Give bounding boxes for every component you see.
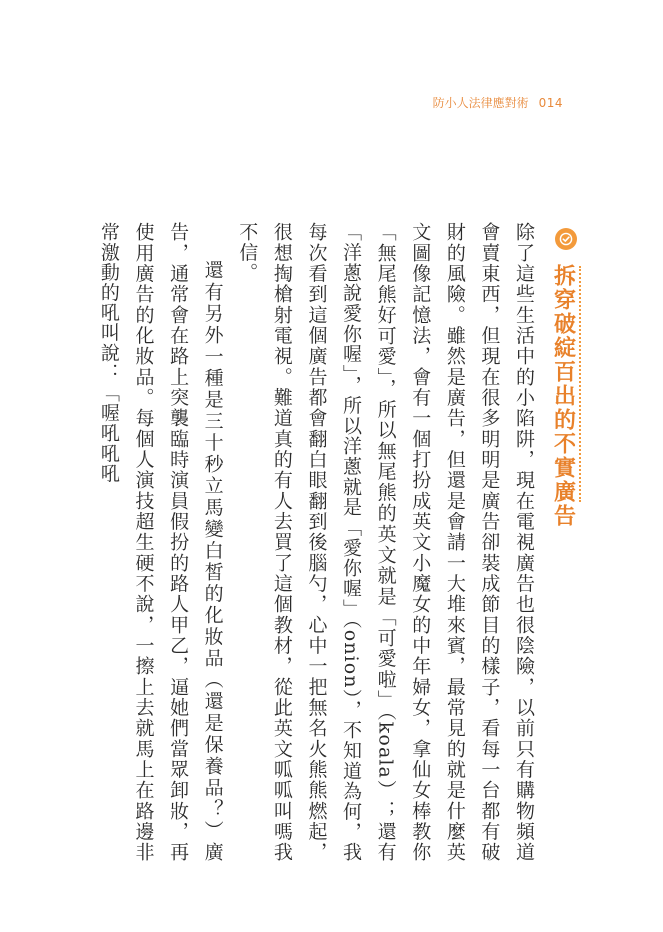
section-heading	[546, 228, 586, 528]
body-text	[97, 222, 541, 862]
heading-dotted-rule	[579, 266, 581, 502]
check-circle-icon	[555, 228, 577, 250]
paragraph: 還有另外一種是三十秒立馬變白皙的化妝品（還是保養品？）廣告，通常會在路上突襲臨時演員假扮的路人甲乙，逼她們當眾卸妝，再使用廣告的化妝品。每個人演技超生硬不說，一擦上去就馬上在路邊非常激動的吼叫說：「喔吼吼吼	[97, 222, 224, 862]
running-header	[433, 94, 563, 111]
section-title: 拆穿破綻百出的不實廣告	[550, 264, 576, 528]
paragraph: 除了這些生活中的小陷阱，現在電視廣告也很陰險，以前只有購物頻道會賣東西，但現在很多明明是廣告卻裝成節目的樣子，看每一台都有破財的風險。雖然是廣告，但還是會請一大堆來賓，最常見的就是什麼英文圖像記憶法，會有一個打扮成英文小魔女的中年婦女，拿仙女棒教你「無尾熊好可愛」，所以無尾熊的英文就是「可愛啦」（koala）；還有「洋蔥說愛你喔」，所以洋蔥就是「愛你喔」（onion），不知道為何，我每次看到這個廣告都會翻白眼翻到後腦勺，心中一把無名火熊熊燃起，很想掏槍射電視。難道真的有人去買了這個教材，從此英文呱呱叫嗎我不信。	[236, 222, 535, 862]
page-number: 014	[538, 96, 563, 110]
book-title: 防小人法律應對術	[432, 96, 529, 110]
